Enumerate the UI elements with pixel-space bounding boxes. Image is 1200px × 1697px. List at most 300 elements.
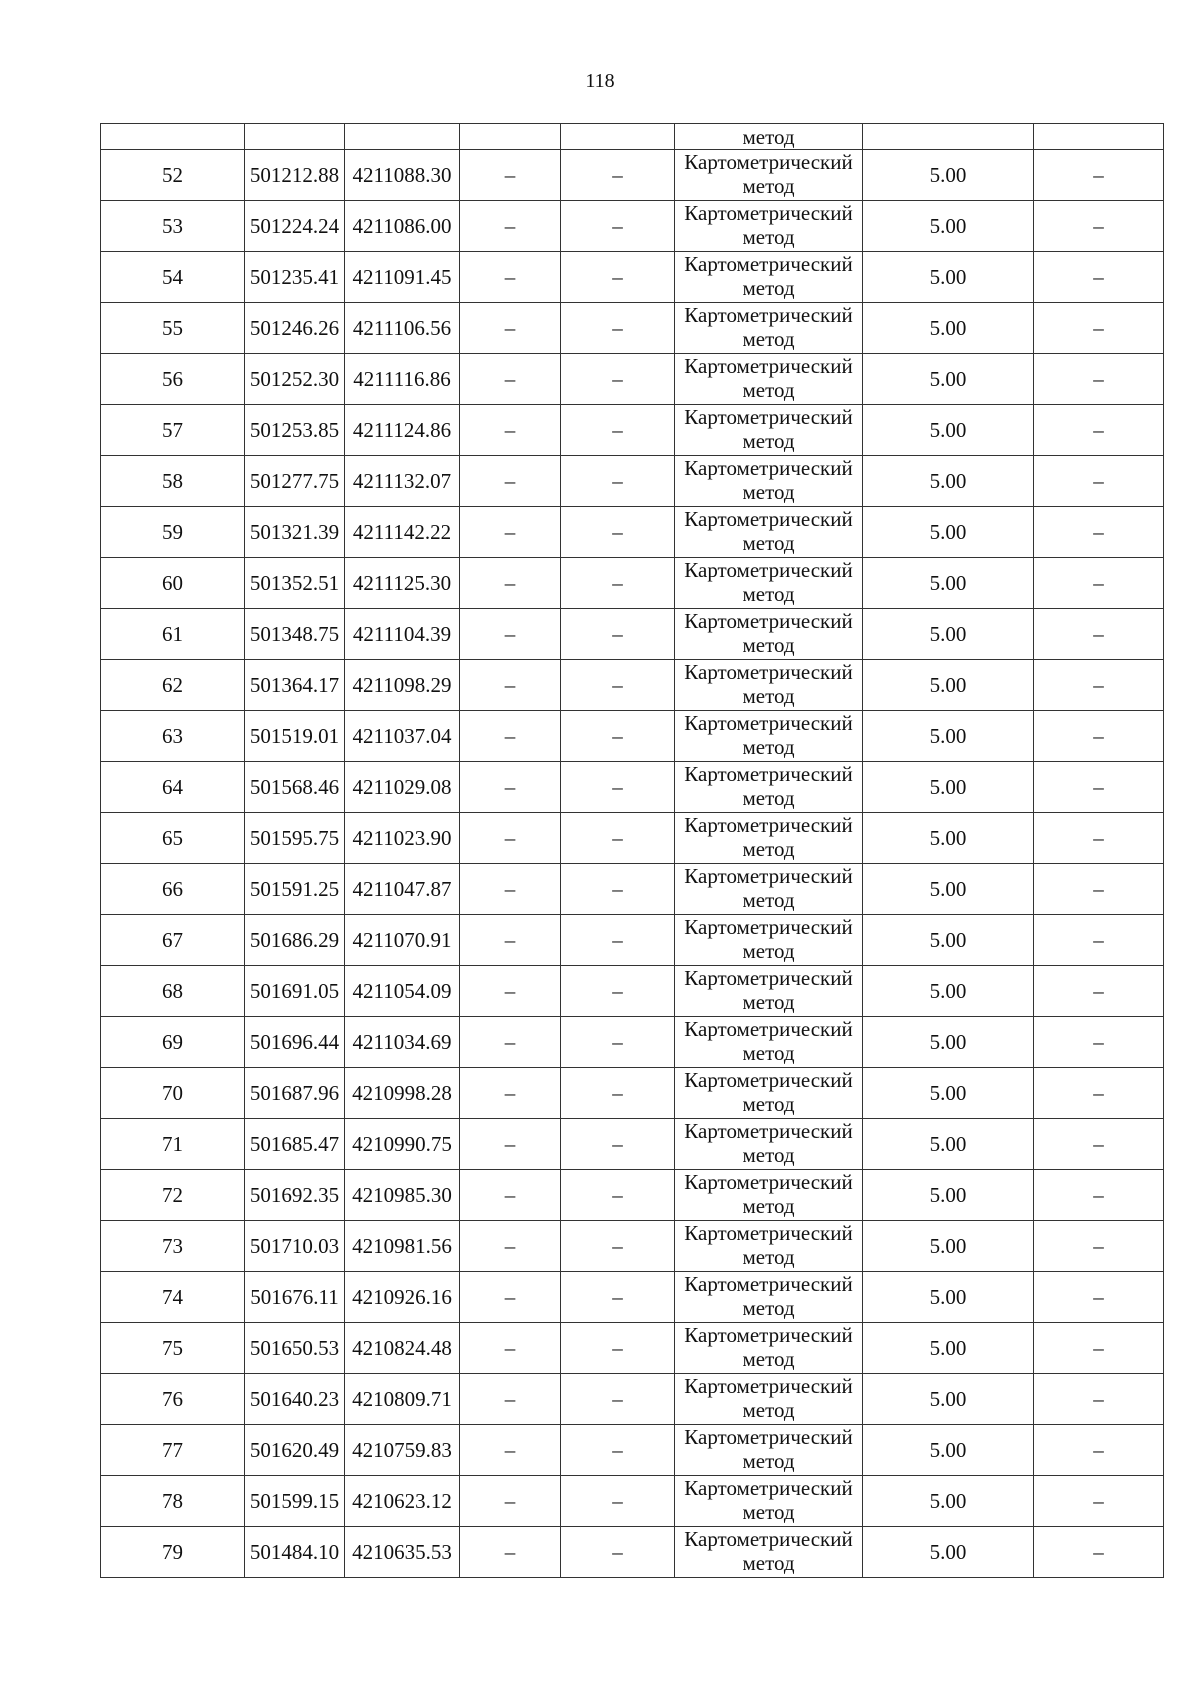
y-coordinate-cell: 4210759.83 (345, 1425, 460, 1476)
method-line-1: Картометрический (684, 1323, 853, 1347)
empty-value-cell: – (460, 813, 561, 864)
accuracy-cell: 5.00 (863, 609, 1034, 660)
table-row (101, 966, 1164, 1017)
x-coordinate-cell: 501484.10 (245, 1527, 345, 1578)
x-coordinate-cell: 501224.24 (245, 201, 345, 252)
y-coordinate-cell: 4211023.90 (345, 813, 460, 864)
y-coordinate-cell: 4211029.08 (345, 762, 460, 813)
x-coordinate-cell: 501676.11 (245, 1272, 345, 1323)
empty-value-cell: – (1034, 558, 1164, 609)
method-line-1: Картометрический (684, 1527, 853, 1551)
table-row (101, 1425, 1164, 1476)
method-cell: метод (675, 124, 863, 150)
method-line-1: Картометрический (684, 915, 853, 939)
method-cell (675, 252, 863, 303)
empty-value-cell: – (561, 609, 675, 660)
x-coordinate-cell: 501687.96 (245, 1068, 345, 1119)
y-coordinate-cell: 4210990.75 (345, 1119, 460, 1170)
table-row (101, 303, 1164, 354)
continuation-row (101, 124, 1164, 150)
table-row (101, 711, 1164, 762)
method-line-1: Картометрический (684, 150, 853, 174)
y-coordinate-cell: 4211054.09 (345, 966, 460, 1017)
empty-value-cell: – (1034, 813, 1164, 864)
table-row (101, 1323, 1164, 1374)
empty-value-cell: – (1034, 711, 1164, 762)
method-cell (675, 1425, 863, 1476)
method-cell (675, 1527, 863, 1578)
method-line-2: метод (742, 1245, 795, 1269)
empty-value-cell: – (460, 303, 561, 354)
empty-value-cell: – (1034, 1527, 1164, 1578)
accuracy-cell: 5.00 (863, 303, 1034, 354)
method-line-1: Картометрический (684, 201, 853, 225)
method-cell (675, 813, 863, 864)
method-line-2: метод (742, 837, 795, 861)
y-coordinate-cell: 4210809.71 (345, 1374, 460, 1425)
method-cell (675, 915, 863, 966)
point-number-cell: 59 (101, 507, 245, 558)
method-cell (675, 1374, 863, 1425)
method-line-2: метод (742, 1194, 795, 1218)
point-number-cell: 52 (101, 150, 245, 201)
method-line-2: метод (742, 1296, 795, 1320)
method-line-2: метод (742, 480, 795, 504)
method-line-1: Картометрический (684, 966, 853, 990)
empty-value-cell: – (1034, 915, 1164, 966)
empty-value-cell: – (1034, 507, 1164, 558)
y-coordinate-cell: 4211142.22 (345, 507, 460, 558)
point-number-cell: 55 (101, 303, 245, 354)
empty-value-cell: – (561, 1068, 675, 1119)
empty-value-cell: – (1034, 1476, 1164, 1527)
method-cell (675, 966, 863, 1017)
empty-value-cell: – (460, 354, 561, 405)
accuracy-cell: 5.00 (863, 915, 1034, 966)
empty-value-cell: – (1034, 609, 1164, 660)
empty-value-cell: – (1034, 1170, 1164, 1221)
empty-value-cell: – (1034, 762, 1164, 813)
empty-value-cell: – (561, 1170, 675, 1221)
table-row (101, 1221, 1164, 1272)
y-coordinate-cell: 4210623.12 (345, 1476, 460, 1527)
point-number-cell: 79 (101, 1527, 245, 1578)
point-number-cell: 53 (101, 201, 245, 252)
method-cell (675, 201, 863, 252)
method-line-2: метод (742, 1398, 795, 1422)
empty-value-cell: – (1034, 1119, 1164, 1170)
method-line-1: Картометрический (684, 762, 853, 786)
empty-value-cell: – (1034, 252, 1164, 303)
empty-value-cell: – (1034, 201, 1164, 252)
accuracy-cell: 5.00 (863, 354, 1034, 405)
empty-value-cell: – (460, 1323, 561, 1374)
empty-value-cell: – (561, 1017, 675, 1068)
method-line-2: метод (742, 735, 795, 759)
method-line-1: Картометрический (684, 1272, 853, 1296)
empty-value-cell: – (1034, 405, 1164, 456)
x-coordinate-cell: 501568.46 (245, 762, 345, 813)
method-line-1: Картометрический (684, 660, 853, 684)
accuracy-cell: 5.00 (863, 813, 1034, 864)
point-number-cell: 75 (101, 1323, 245, 1374)
method-line-2: метод (742, 225, 795, 249)
empty-value-cell: – (460, 660, 561, 711)
method-line-1: Картометрический (684, 1119, 853, 1143)
y-coordinate-cell: 4211091.45 (345, 252, 460, 303)
empty-value-cell: – (561, 915, 675, 966)
empty-value-cell: – (460, 1374, 561, 1425)
table-row (101, 456, 1164, 507)
point-number-cell: 68 (101, 966, 245, 1017)
empty-value-cell: – (460, 915, 561, 966)
point-number-cell: 54 (101, 252, 245, 303)
table-row (101, 252, 1164, 303)
point-number-cell: 56 (101, 354, 245, 405)
empty-value-cell: – (460, 252, 561, 303)
x-coordinate-cell: 501352.51 (245, 558, 345, 609)
empty-value-cell: – (561, 252, 675, 303)
method-cell (675, 1170, 863, 1221)
point-number-cell: 62 (101, 660, 245, 711)
point-number-cell: 74 (101, 1272, 245, 1323)
accuracy-cell: 5.00 (863, 1221, 1034, 1272)
y-coordinate-cell: 4210981.56 (345, 1221, 460, 1272)
table-row (101, 1476, 1164, 1527)
method-line-1: Картометрический (684, 303, 853, 327)
method-cell (675, 1323, 863, 1374)
x-coordinate-cell: 501252.30 (245, 354, 345, 405)
empty-value-cell: – (561, 303, 675, 354)
table-row (101, 558, 1164, 609)
point-number-cell: 78 (101, 1476, 245, 1527)
x-coordinate-cell: 501253.85 (245, 405, 345, 456)
x-coordinate-cell: 501212.88 (245, 150, 345, 201)
method-line-2: метод (742, 684, 795, 708)
method-line-1: Картометрический (684, 813, 853, 837)
empty-value-cell: – (460, 609, 561, 660)
x-coordinate-cell: 501348.75 (245, 609, 345, 660)
method-cell (675, 864, 863, 915)
empty-value-cell: – (561, 558, 675, 609)
empty-value-cell: – (460, 1272, 561, 1323)
method-cell (675, 1068, 863, 1119)
empty-value-cell: – (561, 762, 675, 813)
empty-value-cell: – (561, 354, 675, 405)
point-number-cell: 71 (101, 1119, 245, 1170)
method-line-1: Картометрический (684, 252, 853, 276)
x-coordinate-cell: 501321.39 (245, 507, 345, 558)
method-line-2: метод (742, 327, 795, 351)
x-coordinate-cell: 501696.44 (245, 1017, 345, 1068)
method-cell (675, 354, 863, 405)
empty-value-cell: – (460, 150, 561, 201)
empty-value-cell: – (561, 405, 675, 456)
table-row (101, 405, 1164, 456)
empty-value-cell: – (1034, 1221, 1164, 1272)
method-line-1: Картометрический (684, 1374, 853, 1398)
point-number-cell: 77 (101, 1425, 245, 1476)
empty-value-cell: – (1034, 966, 1164, 1017)
method-line-2: метод (742, 1041, 795, 1065)
y-coordinate-cell: 4210998.28 (345, 1068, 460, 1119)
accuracy-cell: 5.00 (863, 150, 1034, 201)
y-coordinate-cell: 4211088.30 (345, 150, 460, 201)
table-row (101, 1527, 1164, 1578)
method-line-2: метод (742, 888, 795, 912)
method-line-1: Картометрический (684, 456, 853, 480)
method-cell (675, 1017, 863, 1068)
y-coordinate-cell: 4211070.91 (345, 915, 460, 966)
empty-value-cell: – (460, 1170, 561, 1221)
empty-value-cell: – (460, 456, 561, 507)
accuracy-cell: 5.00 (863, 405, 1034, 456)
table-row (101, 762, 1164, 813)
y-coordinate-cell: 4211116.86 (345, 354, 460, 405)
y-coordinate-cell: 4211124.86 (345, 405, 460, 456)
point-number-cell: 60 (101, 558, 245, 609)
y-coordinate-cell: 4210824.48 (345, 1323, 460, 1374)
point-number-cell: 76 (101, 1374, 245, 1425)
empty-value-cell: – (1034, 660, 1164, 711)
method-line-2: метод (742, 990, 795, 1014)
method-line-1: Картометрический (684, 711, 853, 735)
empty-value-cell: – (1034, 864, 1164, 915)
accuracy-cell: 5.00 (863, 966, 1034, 1017)
table-row (101, 1119, 1164, 1170)
accuracy-cell: 5.00 (863, 558, 1034, 609)
method-cell (675, 1221, 863, 1272)
method-line-2: метод (742, 378, 795, 402)
empty-value-cell: – (460, 405, 561, 456)
empty-value-cell: – (1034, 303, 1164, 354)
empty-value-cell: – (460, 1425, 561, 1476)
table-row (101, 813, 1164, 864)
accuracy-cell: 5.00 (863, 660, 1034, 711)
method-line-2: метод (742, 1092, 795, 1116)
empty-value-cell: – (561, 1221, 675, 1272)
point-number-cell: 64 (101, 762, 245, 813)
method-cell (675, 558, 863, 609)
accuracy-cell: 5.00 (863, 1272, 1034, 1323)
method-line-2: метод (742, 1143, 795, 1167)
y-coordinate-cell: 4211047.87 (345, 864, 460, 915)
x-coordinate-cell: 501650.53 (245, 1323, 345, 1374)
method-cell (675, 405, 863, 456)
method-line-2: метод (742, 1500, 795, 1524)
point-number-cell: 67 (101, 915, 245, 966)
empty-value-cell: – (460, 558, 561, 609)
coordinates-table (100, 123, 1164, 1578)
empty-value-cell: – (460, 762, 561, 813)
y-coordinate-cell: 4211034.69 (345, 1017, 460, 1068)
accuracy-cell: 5.00 (863, 711, 1034, 762)
method-line-1: Картометрический (684, 609, 853, 633)
method-cell (675, 303, 863, 354)
empty-value-cell: – (460, 711, 561, 762)
y-coordinate-cell: 4211104.39 (345, 609, 460, 660)
accuracy-cell: 5.00 (863, 1119, 1034, 1170)
empty-value-cell: – (460, 1119, 561, 1170)
empty-value-cell: – (1034, 1374, 1164, 1425)
page-number: 118 (585, 70, 615, 92)
empty-value-cell: – (561, 150, 675, 201)
method-line-2: метод (742, 1347, 795, 1371)
method-line-2: метод (742, 582, 795, 606)
method-line-2: метод (742, 939, 795, 963)
table-row (101, 915, 1164, 966)
method-line-1: Картометрический (684, 1425, 853, 1449)
empty-value-cell: – (1034, 456, 1164, 507)
empty-value-cell: – (561, 1323, 675, 1374)
x-coordinate-cell: 501640.23 (245, 1374, 345, 1425)
point-number-cell: 69 (101, 1017, 245, 1068)
method-line-2: метод (742, 786, 795, 810)
empty-value-cell: – (561, 1374, 675, 1425)
empty-value-cell: – (460, 966, 561, 1017)
method-cell (675, 660, 863, 711)
accuracy-cell: 5.00 (863, 762, 1034, 813)
method-cell (675, 609, 863, 660)
accuracy-cell: 5.00 (863, 1017, 1034, 1068)
empty-value-cell: – (460, 864, 561, 915)
method-line-1: Картометрический (684, 354, 853, 378)
method-line-1: Картометрический (684, 1017, 853, 1041)
table-body (101, 124, 1164, 1578)
accuracy-cell: 5.00 (863, 1425, 1034, 1476)
method-line-2: метод (742, 1449, 795, 1473)
table-row (101, 1170, 1164, 1221)
empty-value-cell: – (561, 864, 675, 915)
empty-value-cell: – (1034, 1323, 1164, 1374)
empty-value-cell: – (1034, 1068, 1164, 1119)
point-number-cell: 72 (101, 1170, 245, 1221)
point-number-cell: 66 (101, 864, 245, 915)
method-line-2: метод (742, 174, 795, 198)
x-coordinate-cell: 501246.26 (245, 303, 345, 354)
x-coordinate-cell: 501686.29 (245, 915, 345, 966)
accuracy-cell: 5.00 (863, 201, 1034, 252)
method-line-2: метод (742, 429, 795, 453)
x-coordinate-cell: 501364.17 (245, 660, 345, 711)
empty-value-cell: – (1034, 354, 1164, 405)
accuracy-cell: 5.00 (863, 252, 1034, 303)
x-coordinate-cell: 501685.47 (245, 1119, 345, 1170)
y-coordinate-cell: 4211125.30 (345, 558, 460, 609)
point-number-cell: 70 (101, 1068, 245, 1119)
accuracy-cell: 5.00 (863, 507, 1034, 558)
empty-value-cell: – (561, 966, 675, 1017)
x-coordinate-cell: 501591.25 (245, 864, 345, 915)
x-coordinate-cell: 501277.75 (245, 456, 345, 507)
empty-value-cell: – (561, 711, 675, 762)
empty-value-cell: – (561, 1119, 675, 1170)
method-line-2: метод (742, 276, 795, 300)
table-row (101, 1068, 1164, 1119)
method-line-2: метод (742, 531, 795, 555)
table-row (101, 1272, 1164, 1323)
empty-value-cell: – (561, 660, 675, 711)
method-line-1: Картометрический (684, 1221, 853, 1245)
method-line-1: Картометрический (684, 1476, 853, 1500)
table-row (101, 354, 1164, 405)
table-row (101, 1374, 1164, 1425)
empty-value-cell: – (561, 201, 675, 252)
x-coordinate-cell: 501519.01 (245, 711, 345, 762)
empty-value-cell: – (561, 507, 675, 558)
point-number-cell: 58 (101, 456, 245, 507)
method-line-2: метод (742, 1551, 795, 1575)
empty-value-cell: – (561, 1425, 675, 1476)
empty-value-cell: – (460, 507, 561, 558)
empty-value-cell: – (561, 1527, 675, 1578)
empty-value-cell: – (1034, 1017, 1164, 1068)
empty-value-cell: – (460, 1221, 561, 1272)
method-line-1: Картометрический (684, 1170, 853, 1194)
accuracy-cell: 5.00 (863, 864, 1034, 915)
x-coordinate-cell: 501691.05 (245, 966, 345, 1017)
y-coordinate-cell: 4211098.29 (345, 660, 460, 711)
x-coordinate-cell: 501710.03 (245, 1221, 345, 1272)
accuracy-cell: 5.00 (863, 1068, 1034, 1119)
point-number-cell: 65 (101, 813, 245, 864)
empty-value-cell: – (561, 1476, 675, 1527)
y-coordinate-cell: 4210985.30 (345, 1170, 460, 1221)
point-number-cell: 63 (101, 711, 245, 762)
accuracy-cell: 5.00 (863, 1527, 1034, 1578)
empty-value-cell: – (460, 201, 561, 252)
method-line-1: Картометрический (684, 507, 853, 531)
empty-value-cell: – (561, 1272, 675, 1323)
accuracy-cell: 5.00 (863, 1374, 1034, 1425)
table-row (101, 150, 1164, 201)
empty-value-cell: – (460, 1527, 561, 1578)
table-row (101, 201, 1164, 252)
y-coordinate-cell: 4211106.56 (345, 303, 460, 354)
method-cell (675, 507, 863, 558)
table-row (101, 864, 1164, 915)
method-line-1: Картометрический (684, 864, 853, 888)
y-coordinate-cell: 4210635.53 (345, 1527, 460, 1578)
y-coordinate-cell: 4211037.04 (345, 711, 460, 762)
empty-value-cell: – (1034, 1272, 1164, 1323)
x-coordinate-cell: 501235.41 (245, 252, 345, 303)
empty-value-cell: – (561, 813, 675, 864)
accuracy-cell: 5.00 (863, 456, 1034, 507)
method-cell (675, 150, 863, 201)
point-number-cell: 61 (101, 609, 245, 660)
x-coordinate-cell: 501595.75 (245, 813, 345, 864)
empty-value-cell: – (1034, 1425, 1164, 1476)
method-cell (675, 711, 863, 762)
empty-value-cell: – (1034, 150, 1164, 201)
point-number-cell: 73 (101, 1221, 245, 1272)
method-line-1: Картометрический (684, 1068, 853, 1092)
x-coordinate-cell: 501692.35 (245, 1170, 345, 1221)
method-line-1: Картометрический (684, 405, 853, 429)
empty-value-cell: – (460, 1068, 561, 1119)
x-coordinate-cell: 501599.15 (245, 1476, 345, 1527)
point-number-cell: 57 (101, 405, 245, 456)
y-coordinate-cell: 4211132.07 (345, 456, 460, 507)
empty-value-cell: – (460, 1017, 561, 1068)
accuracy-cell: 5.00 (863, 1476, 1034, 1527)
empty-value-cell: – (561, 456, 675, 507)
method-cell (675, 762, 863, 813)
y-coordinate-cell: 4211086.00 (345, 201, 460, 252)
method-line-1: Картометрический (684, 558, 853, 582)
method-cell (675, 1119, 863, 1170)
